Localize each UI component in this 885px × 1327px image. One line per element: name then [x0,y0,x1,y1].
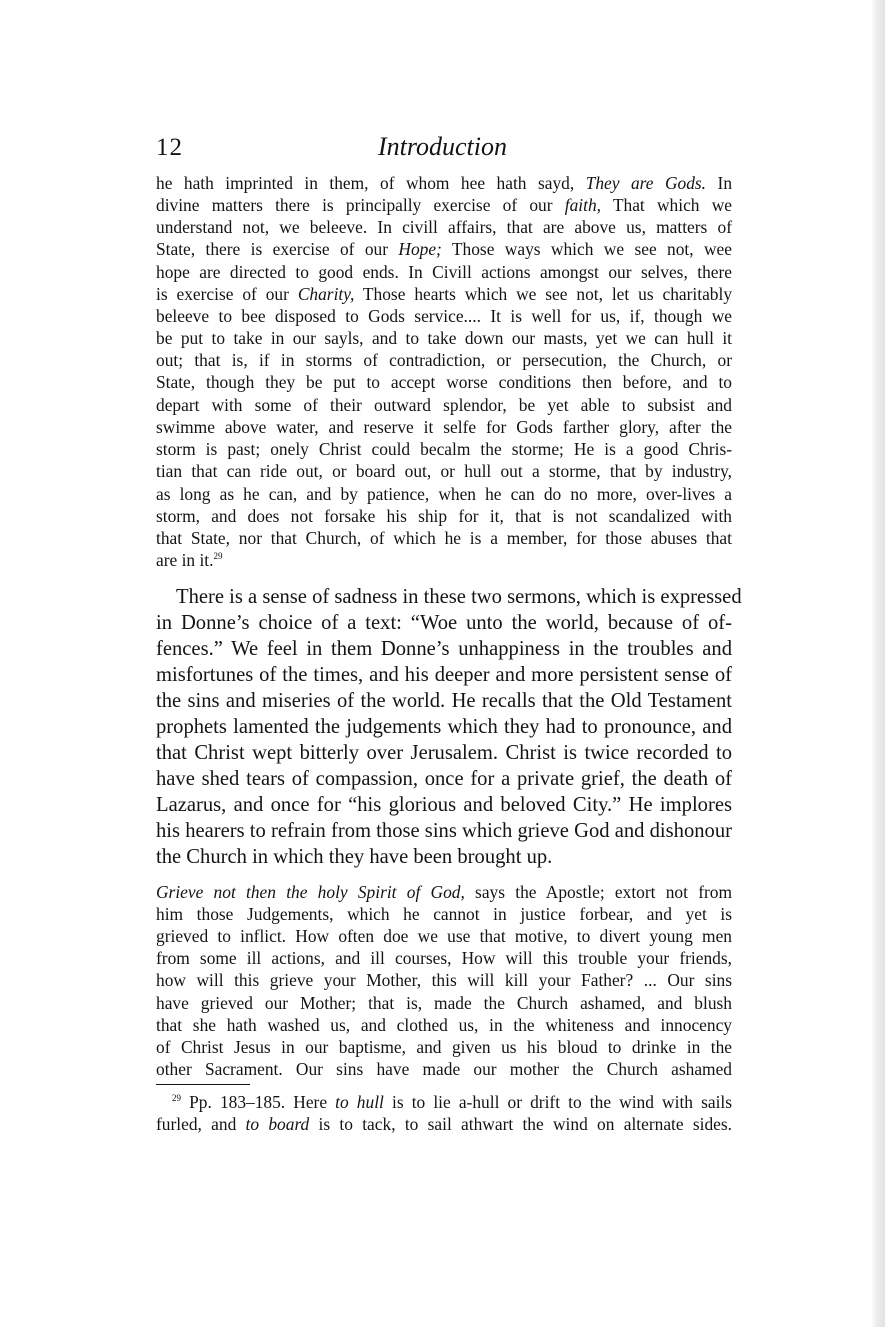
text-line: is exercise of our Charity, Those hearts which we see not, let us charitably [156,284,733,304]
footnote-term: to hull [335,1092,384,1112]
text-line-rest: says the Apostle; extort not from [464,882,732,902]
text-line: tian that can ride out, or board out, or hull out a storme, that by industry, [156,461,732,481]
text-line: State, there is exercise of our Hope; Those ways which we see not, wee [156,239,732,259]
italic-phrase: faith, [564,195,601,215]
text-line: swimme above water, and reserve it selfe for Gods farther glory, after the [156,417,732,437]
footnote-ref[interactable]: 29 [213,551,223,561]
footnote-term: to board [245,1114,310,1134]
text-line: that State, nor that Church, of which he is a member, for those abuses that [156,528,732,548]
text-line: his hearers to refrain from those sins which grieve God and dishonour [156,820,732,842]
text-line: depart with some of their outward splendor, be yet able to subsist and [156,395,732,415]
text-line [156,550,732,571]
footnote-rule [156,1084,250,1085]
text-line: from some ill actions, and ill courses, How will this trouble your friends, [156,948,732,968]
text-line: out; that is, if in storms of contradiction, or persecution, the Church, or [156,350,732,370]
text-line: he hath imprinted in them, of whom hee hath sayd, They are Gods. In [156,173,733,193]
text-line: the Church in which they have been brought up. [156,846,553,868]
text-line: how will this grieve your Mother, this will kill your Father? ... Our sins [156,970,732,990]
text-line: hope are directed to good ends. In Civill actions amongst our selves, there [156,262,732,282]
running-title: Introduction [377,132,508,161]
italic-phrase: Charity, [297,284,355,304]
text-line: divine matters there is principally exercise of our faith, That which we [156,195,732,215]
text-line: fences.” We feel in them Donne’s unhappiness in the troubles and [156,638,732,660]
text-line: storm is past; onely Christ could becalm the storme; He is a good Chris- [156,439,732,459]
footnote-text: is to lie a-hull or drift to the wind with sails [383,1092,732,1112]
page-edge-shadow [871,0,885,1327]
text-line: that she hath washed us, and clothed us, in the whiteness and innocency [156,1015,732,1035]
footnote-line [172,1092,732,1113]
scripture-quote: Grieve not then the holy Spirit of God, [156,882,465,902]
text-line: There is a sense of sadness in these two sermons, which is expressed [176,586,742,608]
text-line: beleeve to bee disposed to Gods service.... It is well for us, if, though we [156,306,732,326]
footnote-text: is to tack, to sail athwart the wind on alternate sides. [309,1114,732,1134]
text-line [156,882,732,903]
text-line: Lazarus, and once for “his glorious and beloved City.” He implores [156,794,732,816]
text-line: storm, and does not forsake his ship for it, that is not scandalized with [156,506,732,526]
text-line: the sins and miseries of the world. He recalls that the Old Testament [156,690,732,712]
footnote-marker: 29 [172,1093,181,1103]
text-line: of Christ Jesus in our baptisme, and given us his bloud to drinke in the [156,1037,732,1057]
footnote-text: Pp. 183–185. Here [181,1092,336,1112]
italic-phrase: They are Gods. [585,173,707,193]
text-line: in Donne’s choice of a text: “Woe unto the world, because of of- [156,612,732,634]
text-line: as long as he can, and by patience, when he can do no more, over-lives a [156,484,732,504]
text-line: have shed tears of compassion, once for a private grief, the death of [156,768,732,790]
text-line: understand not, we beleeve. In civill affairs, that are above us, matters of [156,217,732,237]
text-line: misfortunes of the times, and his deeper and more persistent sense of [156,664,732,686]
footnote-text: furled, and [156,1114,246,1134]
text-line-end: are in it. [156,550,214,570]
footnote-line [156,1114,732,1135]
text-line: that Christ wept bitterly over Jerusalem. Christ is twice recorded to [156,742,732,764]
text-line: grieved to inflict. How often doe we use that motive, to divert young men [156,926,732,946]
page-number: 12 [156,134,183,161]
text-line: be put to take in our sayls, and to take down our masts, yet we can hull it [156,328,732,348]
text-line: have grieved our Mother; that is, made the Church ashamed, and blush [156,993,732,1013]
text-line: other Sacrament. Our sins have made our mother the Church ashamed [156,1059,732,1079]
text-line: prophets lamented the judgements which they had to pronounce, and [156,716,732,738]
italic-phrase: Hope; [398,239,442,259]
text-line: State, though they be put to accept worse conditions then before, and to [156,372,732,392]
text-line: him those Judgements, which he cannot in justice forbear, and yet is [156,904,732,924]
